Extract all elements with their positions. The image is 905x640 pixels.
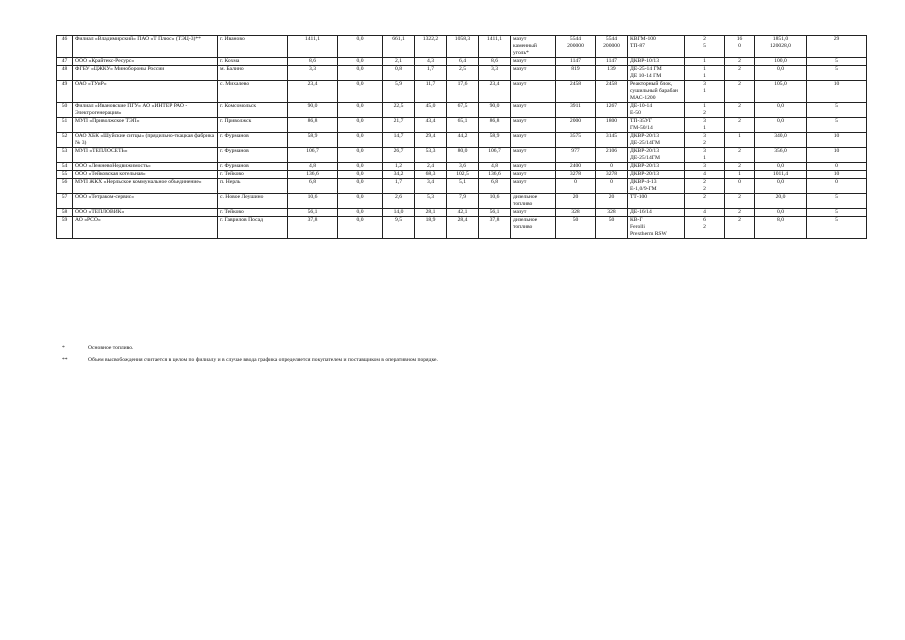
equipment-cell: ДЕ-16/14 xyxy=(628,209,685,217)
row-number-cell: 56 xyxy=(57,179,73,194)
value-col-8-cell: 3,6 xyxy=(447,163,479,171)
reserve-value-cell: 100,0 xyxy=(755,58,807,66)
fuel-volume-1-cell: 328 xyxy=(556,209,596,217)
value-col-6-cell: 2,6 xyxy=(383,194,415,209)
equipment-cell: КВ-Г Ferolli Prextherm RSW xyxy=(628,217,685,239)
reserve-value-cell: 0,0 xyxy=(755,179,807,194)
locality-cell: г. Фурманов xyxy=(218,163,288,171)
value-col-7-cell: 5,3 xyxy=(415,194,447,209)
value-col-6-cell: 34,2 xyxy=(383,171,415,179)
value-col-8-cell: 17,6 xyxy=(447,81,479,103)
unit-count-2-cell: 0 xyxy=(725,179,755,194)
last-column-cell: 5 xyxy=(807,217,867,239)
unit-count-2-cell: 2 xyxy=(725,148,755,163)
value-col-8-cell: 7,9 xyxy=(447,194,479,209)
locality-cell: г. Гаврилов Посад xyxy=(218,217,288,239)
value-col-5-cell: 0,0 xyxy=(338,171,383,179)
value-col-6-cell: 0,8 xyxy=(383,66,415,81)
table-row xyxy=(57,118,867,133)
locality-cell: г. Тейково xyxy=(218,171,288,179)
organization-name-cell: ООО «Тетраком-сервис» xyxy=(73,194,218,209)
value-col-4-cell: 6,8 xyxy=(288,179,338,194)
reserve-value-cell: 1851,0 120028,0 xyxy=(755,36,807,58)
value-col-4-cell: 136,6 xyxy=(288,171,338,179)
footnote xyxy=(62,357,842,364)
value-col-7-cell: 3,4 xyxy=(415,179,447,194)
locality-cell: г. Комсомольск xyxy=(218,103,288,118)
fuel-volume-1-cell: 2458 xyxy=(556,81,596,103)
equipment-cell: ДЕ-10-14 Е-50 xyxy=(628,103,685,118)
footnote-text: Основное топливо. xyxy=(88,345,134,351)
table-row xyxy=(57,58,867,66)
reserve-value-cell: 356,0 xyxy=(755,148,807,163)
footnotes xyxy=(62,345,842,369)
fuel-type-cell: мазут xyxy=(511,171,556,179)
equipment-cell: ДКВР-10/13 xyxy=(628,58,685,66)
fuel-volume-1-cell: 3575 xyxy=(556,133,596,148)
organization-name-cell: ООО «Тейковская котельная» xyxy=(73,171,218,179)
value-col-9-cell: 86,8 xyxy=(479,118,511,133)
value-col-6-cell: 1,7 xyxy=(383,179,415,194)
value-col-5-cell: 0,0 xyxy=(338,194,383,209)
value-col-6-cell: 22,5 xyxy=(383,103,415,118)
unit-count-cell: 2 xyxy=(685,194,725,209)
value-col-6-cell: 14,7 xyxy=(383,133,415,148)
value-col-7-cell: 45,0 xyxy=(415,103,447,118)
locality-cell: с. Новое Леушино xyxy=(218,194,288,209)
value-col-5-cell: 0,0 xyxy=(338,58,383,66)
organization-name-cell: ООО «Крайтекс-Ресурс» xyxy=(73,58,218,66)
fuel-volume-2-cell: 328 xyxy=(596,209,628,217)
value-col-9-cell: 58,9 xyxy=(479,133,511,148)
unit-count-2-cell: 2 xyxy=(725,58,755,66)
value-col-4-cell: 37,8 xyxy=(288,217,338,239)
last-column-cell: 5 xyxy=(807,103,867,118)
value-col-4-cell: 4,8 xyxy=(288,163,338,171)
value-col-5-cell: 0,0 xyxy=(338,103,383,118)
last-column-cell: 5 xyxy=(807,66,867,81)
value-col-4-cell: 8,6 xyxy=(288,58,338,66)
unit-count-2-cell: 2 xyxy=(725,81,755,103)
unit-count-cell: 3 1 xyxy=(685,81,725,103)
unit-count-cell: 3 xyxy=(685,163,725,171)
last-column-cell: 5 xyxy=(807,58,867,66)
locality-cell: г. Тейково xyxy=(218,209,288,217)
value-col-9-cell: 8,6 xyxy=(479,58,511,66)
fuel-volume-1-cell: 3278 xyxy=(556,171,596,179)
table-row xyxy=(57,209,867,217)
fuel-volume-1-cell: 50 xyxy=(556,217,596,239)
locality-cell: м. Балино xyxy=(218,66,288,81)
value-col-6-cell: 2,1 xyxy=(383,58,415,66)
fuel-type-cell: дизельное топливо xyxy=(511,217,556,239)
last-column-cell: 10 xyxy=(807,81,867,103)
footnote-text: Объем высвобождения считается в целом по филиалу и в случае ввода графика определяется покупателем и поставщиком в оперативном порядке. xyxy=(88,357,438,363)
table-row xyxy=(57,217,867,239)
value-col-5-cell: 0,0 xyxy=(338,148,383,163)
value-col-6-cell: 9,5 xyxy=(383,217,415,239)
organization-name-cell: ОАО ХБК «Шуйские ситцы» (прядильно-ткацкая фабрика № 3) xyxy=(73,133,218,148)
reserve-value-cell: 0,0 xyxy=(755,163,807,171)
equipment-cell: ДКВР-4-13 Е-1,0/9-ГМ xyxy=(628,179,685,194)
reserve-value-cell: 105,0 xyxy=(755,81,807,103)
value-col-9-cell: 23,4 xyxy=(479,81,511,103)
unit-count-2-cell: 2 xyxy=(725,103,755,118)
fuel-volume-2-cell: 20 xyxy=(596,194,628,209)
organization-name-cell: Филиал «Ивановские ПГУ» АО «ИНТЕР РАО - Электрогенерация» xyxy=(73,103,218,118)
unit-count-2-cell: 2 xyxy=(725,118,755,133)
row-number-cell: 52 xyxy=(57,133,73,148)
reserve-value-cell: 0,0 xyxy=(755,209,807,217)
last-column-cell: 0 xyxy=(807,163,867,171)
row-number-cell: 57 xyxy=(57,194,73,209)
fuel-type-cell: мазут xyxy=(511,179,556,194)
table-body xyxy=(57,36,867,239)
value-col-7-cell: 18,9 xyxy=(415,217,447,239)
row-number-cell: 53 xyxy=(57,148,73,163)
fuel-volume-2-cell: 3278 xyxy=(596,171,628,179)
value-col-8-cell: 6,4 xyxy=(447,58,479,66)
table-row xyxy=(57,133,867,148)
fuel-type-cell: мазут xyxy=(511,81,556,103)
row-number-cell: 49 xyxy=(57,81,73,103)
locality-cell: г. Фурманов xyxy=(218,133,288,148)
organization-name-cell: АО «РСО» xyxy=(73,217,218,239)
reserve-value-cell: 0,0 xyxy=(755,118,807,133)
value-col-7-cell: 43,4 xyxy=(415,118,447,133)
fuel-volume-2-cell: 1800 xyxy=(596,118,628,133)
value-col-9-cell: 3,3 xyxy=(479,66,511,81)
equipment-cell: ДКВР-20/13 ДЕ-25/14ГМ xyxy=(628,133,685,148)
value-col-8-cell: 67,5 xyxy=(447,103,479,118)
value-col-7-cell: 2,4 xyxy=(415,163,447,171)
value-col-4-cell: 106,7 xyxy=(288,148,338,163)
table-row xyxy=(57,171,867,179)
row-number-cell: 46 xyxy=(57,36,73,58)
equipment-cell: КВГМ-100 ТП-87 xyxy=(628,36,685,58)
table-row xyxy=(57,163,867,171)
last-column-cell: 10 xyxy=(807,133,867,148)
value-col-9-cell: 90,0 xyxy=(479,103,511,118)
fuel-volume-2-cell: 1147 xyxy=(596,58,628,66)
table-row xyxy=(57,194,867,209)
equipment-cell: ДКВР-20/13 xyxy=(628,171,685,179)
locality-cell: г. Фурманов xyxy=(218,148,288,163)
value-col-9-cell: 56,1 xyxy=(479,209,511,217)
unit-count-2-cell: 1 xyxy=(725,133,755,148)
last-column-cell: 10 xyxy=(807,148,867,163)
unit-count-2-cell: 2 xyxy=(725,217,755,239)
fuel-volume-1-cell: 2400 xyxy=(556,163,596,171)
fuel-volume-2-cell: 50 xyxy=(596,217,628,239)
table-row xyxy=(57,66,867,81)
fuel-reserve-table xyxy=(56,35,867,239)
fuel-type-cell: мазут xyxy=(511,163,556,171)
value-col-5-cell: 0,0 xyxy=(338,217,383,239)
value-col-9-cell: 4,8 xyxy=(479,163,511,171)
reserve-value-cell: 1011,4 xyxy=(755,171,807,179)
value-col-8-cell: 1058,3 xyxy=(447,36,479,58)
last-column-cell: 5 xyxy=(807,194,867,209)
value-col-9-cell: 37,8 xyxy=(479,217,511,239)
last-column-cell: 0 xyxy=(807,179,867,194)
fuel-volume-2-cell: 0 xyxy=(596,163,628,171)
fuel-volume-2-cell: 5544 200000 xyxy=(596,36,628,58)
value-col-4-cell: 86,8 xyxy=(288,118,338,133)
value-col-9-cell: 6,8 xyxy=(479,179,511,194)
row-number-cell: 50 xyxy=(57,103,73,118)
unit-count-cell: 1 xyxy=(685,58,725,66)
value-col-4-cell: 3,3 xyxy=(288,66,338,81)
fuel-volume-1-cell: 0 xyxy=(556,179,596,194)
equipment-cell: ДКВР-20/13 ДЕ-25/14ГМ xyxy=(628,148,685,163)
last-column-cell: 10 xyxy=(807,171,867,179)
fuel-volume-1-cell: 3911 xyxy=(556,103,596,118)
value-col-8-cell: 44,2 xyxy=(447,133,479,148)
value-col-8-cell: 102,5 xyxy=(447,171,479,179)
value-col-7-cell: 1,7 xyxy=(415,66,447,81)
value-col-7-cell: 68,3 xyxy=(415,171,447,179)
value-col-5-cell: 0,0 xyxy=(338,163,383,171)
last-column-cell: 5 xyxy=(807,118,867,133)
value-col-7-cell: 28,1 xyxy=(415,209,447,217)
table-row xyxy=(57,103,867,118)
value-col-5-cell: 0,0 xyxy=(338,179,383,194)
fuel-type-cell: дизельное топливо xyxy=(511,194,556,209)
organization-name-cell: Филиал «Владимирский» ПАО «Т Плюс» (ТЭЦ-3)** xyxy=(73,36,218,58)
locality-cell: г. Иваново xyxy=(218,36,288,58)
fuel-type-cell: мазут xyxy=(511,133,556,148)
fuel-type-cell: мазут xyxy=(511,66,556,81)
reserve-value-cell: 0,0 xyxy=(755,66,807,81)
value-col-5-cell: 0,0 xyxy=(338,118,383,133)
fuel-volume-1-cell: 1147 xyxy=(556,58,596,66)
unit-count-cell: 2 2 xyxy=(685,179,725,194)
row-number-cell: 59 xyxy=(57,217,73,239)
value-col-5-cell: 0,0 xyxy=(338,81,383,103)
equipment-cell: ДЕ-25-14 ГМ ДЕ 10-14 ГМ xyxy=(628,66,685,81)
value-col-4-cell: 56,1 xyxy=(288,209,338,217)
row-number-cell: 54 xyxy=(57,163,73,171)
table-row xyxy=(57,179,867,194)
fuel-type-cell: мазут xyxy=(511,103,556,118)
organization-name-cell: МУП ЖКХ «Нерльское коммунальное объединение» xyxy=(73,179,218,194)
fuel-type-cell: мазут xyxy=(511,209,556,217)
value-col-7-cell: 53,3 xyxy=(415,148,447,163)
last-column-cell: 5 xyxy=(807,209,867,217)
footnote-mark: * xyxy=(62,345,65,351)
locality-cell: г. Приволжск xyxy=(218,118,288,133)
value-col-8-cell: 5,1 xyxy=(447,179,479,194)
unit-count-cell: 1 1 xyxy=(685,66,725,81)
equipment-cell: Реакторный блок, сушильный барабан МАС-1200 xyxy=(628,81,685,103)
value-col-7-cell: 4,3 xyxy=(415,58,447,66)
fuel-volume-2-cell: 2458 xyxy=(596,81,628,103)
value-col-8-cell: 80,0 xyxy=(447,148,479,163)
row-number-cell: 55 xyxy=(57,171,73,179)
value-col-4-cell: 1411,1 xyxy=(288,36,338,58)
value-col-8-cell: 65,1 xyxy=(447,118,479,133)
value-col-7-cell: 1322,2 xyxy=(415,36,447,58)
value-col-4-cell: 58,9 xyxy=(288,133,338,148)
unit-count-2-cell: 2 xyxy=(725,66,755,81)
fuel-type-cell: мазут xyxy=(511,58,556,66)
unit-count-cell: 2 5 xyxy=(685,36,725,58)
value-col-6-cell: 26,7 xyxy=(383,148,415,163)
locality-cell: с. Михалево xyxy=(218,81,288,103)
footnote-mark: ** xyxy=(62,357,68,363)
table-row xyxy=(57,36,867,58)
fuel-volume-2-cell: 1267 xyxy=(596,103,628,118)
fuel-volume-1-cell: 2000 xyxy=(556,118,596,133)
value-col-9-cell: 10,6 xyxy=(479,194,511,209)
organization-name-cell: МУП «Приволжское ТЭП» xyxy=(73,118,218,133)
value-col-4-cell: 90,0 xyxy=(288,103,338,118)
footnote xyxy=(62,345,842,352)
unit-count-cell: 6 2 xyxy=(685,217,725,239)
reserve-value-cell: 0,0 xyxy=(755,103,807,118)
fuel-type-cell: мазут каменный уголь* xyxy=(511,36,556,58)
organization-name-cell: ООО «ЛежневоНедвижимость» xyxy=(73,163,218,171)
value-col-6-cell: 1,2 xyxy=(383,163,415,171)
value-col-7-cell: 11,7 xyxy=(415,81,447,103)
unit-count-2-cell: 1 xyxy=(725,171,755,179)
unit-count-2-cell: 2 xyxy=(725,194,755,209)
reserve-value-cell: 340,0 xyxy=(755,133,807,148)
fuel-volume-1-cell: 20 xyxy=(556,194,596,209)
value-col-6-cell: 661,1 xyxy=(383,36,415,58)
locality-cell: п. Нерль xyxy=(218,179,288,194)
locality-cell: г. Кохма xyxy=(218,58,288,66)
value-col-5-cell: 0,0 xyxy=(338,36,383,58)
value-col-8-cell: 42,1 xyxy=(447,209,479,217)
organization-name-cell: ООО «ТЕПЛОВИК» xyxy=(73,209,218,217)
equipment-cell: ДКВР-20/13 xyxy=(628,163,685,171)
value-col-4-cell: 23,4 xyxy=(288,81,338,103)
table-row xyxy=(57,81,867,103)
organization-name-cell: МУП «ТЕПЛОСЕТЬ» xyxy=(73,148,218,163)
fuel-volume-2-cell: 3145 xyxy=(596,133,628,148)
last-column-cell: 29 xyxy=(807,36,867,58)
fuel-volume-1-cell: 819 xyxy=(556,66,596,81)
row-number-cell: 58 xyxy=(57,209,73,217)
unit-count-cell: 3 2 xyxy=(685,133,725,148)
row-number-cell: 47 xyxy=(57,58,73,66)
equipment-cell: ТП-35УГ ГМ-50/14 xyxy=(628,118,685,133)
reserve-value-cell: 8,0 xyxy=(755,217,807,239)
organization-name-cell: ФГБУ «ЦЖКУ» Минобороны России xyxy=(73,66,218,81)
value-col-5-cell: 0,0 xyxy=(338,209,383,217)
equipment-cell: ТТ-100 xyxy=(628,194,685,209)
value-col-5-cell: 0,0 xyxy=(338,133,383,148)
unit-count-cell: 1 2 xyxy=(685,103,725,118)
table-row xyxy=(57,148,867,163)
organization-name-cell: ОАО «ТУиР» xyxy=(73,81,218,103)
fuel-volume-2-cell: 0 xyxy=(596,179,628,194)
value-col-6-cell: 14,0 xyxy=(383,209,415,217)
value-col-8-cell: 28,4 xyxy=(447,217,479,239)
value-col-4-cell: 10,6 xyxy=(288,194,338,209)
fuel-volume-1-cell: 5544 200000 xyxy=(556,36,596,58)
value-col-6-cell: 5,9 xyxy=(383,81,415,103)
fuel-volume-1-cell: 977 xyxy=(556,148,596,163)
unit-count-cell: 4 xyxy=(685,209,725,217)
unit-count-cell: 3 1 xyxy=(685,118,725,133)
value-col-9-cell: 106,7 xyxy=(479,148,511,163)
unit-count-2-cell: 16 0 xyxy=(725,36,755,58)
unit-count-2-cell: 2 xyxy=(725,209,755,217)
value-col-9-cell: 1411,1 xyxy=(479,36,511,58)
row-number-cell: 48 xyxy=(57,66,73,81)
value-col-8-cell: 2,5 xyxy=(447,66,479,81)
value-col-7-cell: 29,4 xyxy=(415,133,447,148)
fuel-type-cell: мазут xyxy=(511,148,556,163)
reserve-value-cell: 20,0 xyxy=(755,194,807,209)
value-col-6-cell: 21,7 xyxy=(383,118,415,133)
row-number-cell: 51 xyxy=(57,118,73,133)
value-col-5-cell: 0,0 xyxy=(338,66,383,81)
fuel-volume-2-cell: 139 xyxy=(596,66,628,81)
value-col-9-cell: 136,6 xyxy=(479,171,511,179)
fuel-type-cell: мазут xyxy=(511,118,556,133)
unit-count-2-cell: 2 xyxy=(725,163,755,171)
unit-count-cell: 4 xyxy=(685,171,725,179)
unit-count-cell: 3 1 xyxy=(685,148,725,163)
fuel-volume-2-cell: 2106 xyxy=(596,148,628,163)
